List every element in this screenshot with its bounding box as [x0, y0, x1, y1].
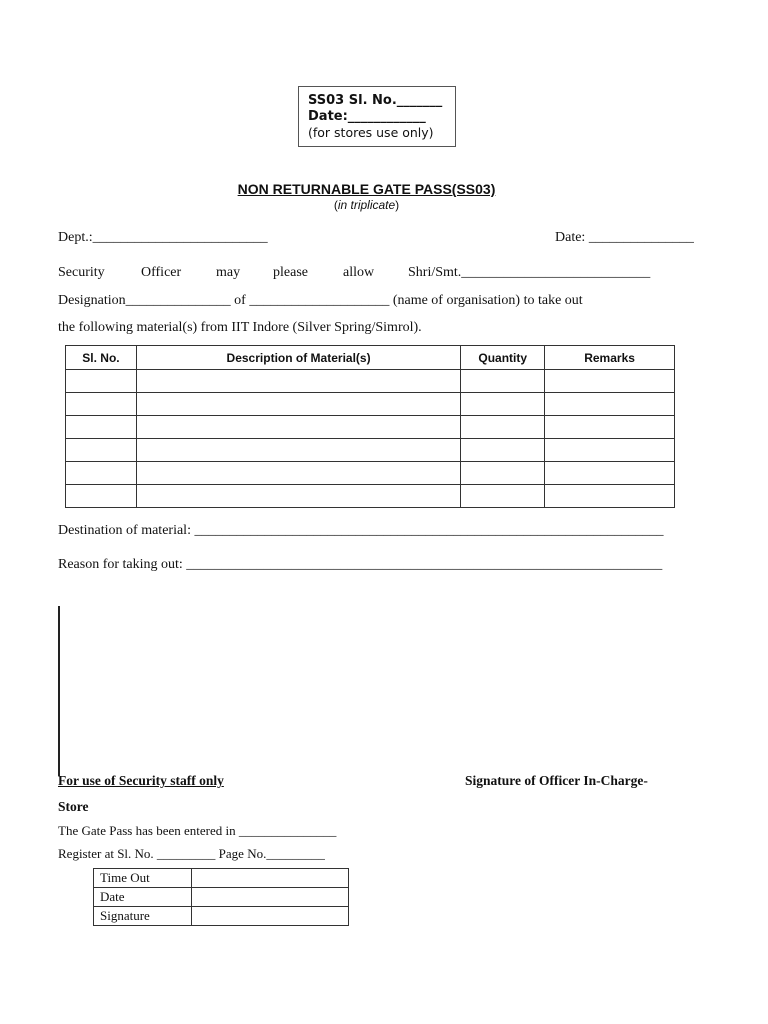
table-cell[interactable]: [545, 439, 675, 462]
table-cell[interactable]: [545, 462, 675, 485]
table-cell[interactable]: [66, 393, 137, 416]
table-cell[interactable]: [545, 485, 675, 508]
security-table: [93, 868, 349, 926]
security-use-heading: For use of Security staff only: [58, 773, 224, 788]
table-row[interactable]: [66, 393, 675, 416]
table-cell[interactable]: [136, 370, 460, 393]
table-cell[interactable]: [545, 416, 675, 439]
gate-pass-entry-line[interactable]: The Gate Pass has been entered in _______________: [58, 823, 337, 838]
column-header-sl-no: Sl. No.: [66, 346, 137, 370]
table-cell[interactable]: [136, 393, 460, 416]
allow-word: allow: [343, 265, 375, 280]
table-cell[interactable]: [66, 439, 137, 462]
table-cell[interactable]: [461, 416, 545, 439]
table-cell[interactable]: [66, 485, 137, 508]
table-row[interactable]: [66, 439, 675, 462]
signature-label: Signature of Officer In-Charge-: [465, 773, 648, 788]
table-row[interactable]: [66, 485, 675, 508]
may-word: may: [216, 265, 241, 280]
register-line[interactable]: Register at Sl. No. _________ Page No._________: [58, 846, 325, 861]
table-cell[interactable]: [66, 462, 137, 485]
table-cell[interactable]: [136, 439, 460, 462]
stores-date: Date:____________: [308, 109, 426, 124]
table-header-row: [66, 346, 675, 370]
table-row: [94, 869, 349, 888]
destination-field[interactable]: Destination of material: ___________________________________________________________________: [58, 523, 664, 538]
time-out-value[interactable]: [191, 869, 348, 888]
table-row[interactable]: [66, 370, 675, 393]
material-intro-line: the following material(s) from IIT Indore (Silver Spring/Simrol).: [58, 320, 422, 335]
table-cell[interactable]: [545, 393, 675, 416]
table-row[interactable]: [66, 462, 675, 485]
page-title: NON RETURNABLE GATE PASS(SS03): [237, 181, 496, 197]
table-row: [94, 888, 349, 907]
stores-use-box: [298, 86, 456, 147]
table-cell[interactable]: [461, 462, 545, 485]
reason-field[interactable]: Reason for taking out: ____________________________________________________________________: [58, 557, 663, 572]
date-field[interactable]: Date: _______________: [555, 230, 694, 245]
table-cell[interactable]: [461, 485, 545, 508]
officer-word: Officer: [141, 265, 182, 280]
stores-note: (for stores use only): [308, 125, 434, 140]
store-label: Store: [58, 799, 89, 814]
materials-table: [65, 345, 675, 508]
stores-serial-number: SS03 Sl. No._______: [308, 93, 443, 108]
vertical-divider: [58, 606, 60, 776]
table-row[interactable]: [66, 416, 675, 439]
table-cell[interactable]: [136, 485, 460, 508]
table-cell[interactable]: [461, 439, 545, 462]
table-cell[interactable]: [136, 416, 460, 439]
date-label: Date: [94, 888, 192, 907]
column-header-remarks: Remarks: [545, 346, 675, 370]
time-out-label: Time Out: [94, 869, 192, 888]
shri-smt-field[interactable]: Shri/Smt.___________________________: [408, 265, 651, 280]
table-cell[interactable]: [461, 393, 545, 416]
table-cell[interactable]: [66, 416, 137, 439]
table-cell[interactable]: [66, 370, 137, 393]
page-subtitle: (in triplicate): [333, 198, 400, 212]
designation-line[interactable]: Designation_______________ of ____________________ (name of organisation) to take out: [58, 293, 583, 308]
security-word: Security: [58, 265, 105, 280]
column-header-description: Description of Material(s): [136, 346, 460, 370]
table-cell[interactable]: [545, 370, 675, 393]
column-header-quantity: Quantity: [461, 346, 545, 370]
date-value[interactable]: [191, 888, 348, 907]
table-cell[interactable]: [136, 462, 460, 485]
please-word: please: [273, 265, 308, 280]
table-row: [94, 907, 349, 926]
signature-value[interactable]: [191, 907, 348, 926]
table-cell[interactable]: [461, 370, 545, 393]
signature-row-label: Signature: [94, 907, 192, 926]
dept-field[interactable]: Dept.:_________________________: [58, 230, 268, 245]
